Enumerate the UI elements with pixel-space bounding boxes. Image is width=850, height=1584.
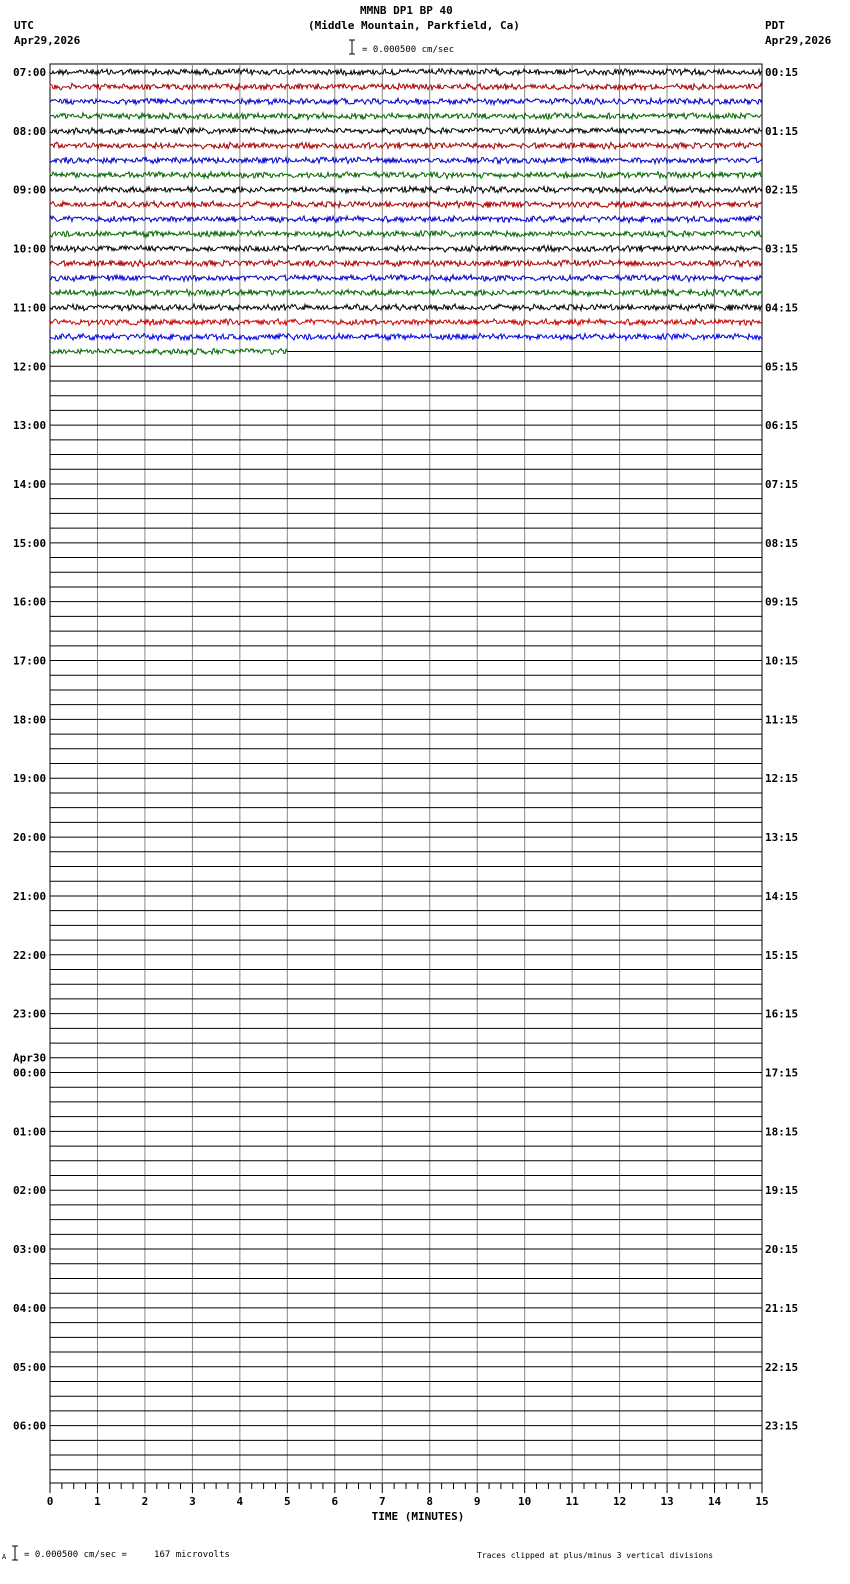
right-hour-label: 13:15 (765, 831, 799, 845)
seismic-trace (50, 319, 762, 326)
seismic-trace (50, 245, 762, 252)
footer-scale-prefix: A (2, 1553, 7, 1561)
left-hour-label: 17:00 (13, 654, 47, 668)
traces (50, 69, 762, 355)
scale-bars (12, 40, 355, 1560)
right-hour-label: 09:15 (765, 595, 799, 609)
right-hour-label: 01:15 (765, 124, 799, 138)
seismic-trace (50, 201, 762, 208)
seismic-trace (50, 186, 762, 193)
right-hour-label: 12:15 (765, 772, 799, 786)
seismic-trace (50, 216, 762, 223)
left-hour-label: 00:00 (13, 1066, 47, 1080)
left-hour-label: 03:00 (13, 1243, 47, 1257)
right-hour-label: 00:15 (765, 66, 799, 79)
x-tick-label: 5 (284, 1495, 291, 1508)
x-tick-label: 9 (473, 1495, 481, 1508)
seismic-trace (50, 230, 762, 237)
right-hour-label: 17:15 (765, 1066, 799, 1080)
seismic-trace (50, 142, 762, 149)
left-hour-label: 08:00 (13, 124, 47, 138)
right-hour-label: 02:15 (765, 183, 799, 197)
x-tick-label: 8 (426, 1495, 434, 1508)
seismic-trace (50, 348, 287, 354)
left-hour-label: 23:00 (13, 1007, 47, 1021)
right-hour-label: 11:15 (765, 713, 799, 727)
seismic-trace (50, 98, 762, 105)
seismic-trace (50, 69, 762, 76)
x-tick-label: 10 (518, 1495, 532, 1508)
right-hour-label: 14:15 (765, 889, 799, 903)
x-axis-label: TIME (MINUTES) (371, 1510, 465, 1523)
seismic-trace (50, 275, 762, 282)
right-hour-label: 21:15 (765, 1301, 799, 1315)
footer-clip-note: Traces clipped at plus/minus 3 vertical divisions (477, 1551, 714, 1560)
left-hour-label: 10:00 (13, 242, 47, 256)
x-tick-label: 3 (189, 1495, 196, 1508)
x-tick-label: 2 (141, 1495, 149, 1508)
seismic-trace (50, 304, 762, 311)
x-tick-label: 1 (94, 1495, 101, 1508)
right-hour-label: 08:15 (765, 536, 799, 550)
left-hour-label: 02:00 (13, 1184, 47, 1198)
date-change-label: Apr30 (13, 1051, 47, 1065)
pdt-date: Apr29,2026 (765, 34, 832, 47)
x-tick-label: 15 (755, 1495, 769, 1508)
footer-scale-note: = 0.000500 cm/sec = 167 microvolts (24, 1550, 230, 1560)
seismic-trace (50, 113, 762, 120)
left-hour-label: 04:00 (13, 1301, 47, 1315)
left-hour-label: 12:00 (13, 360, 47, 374)
left-hour-label: 07:00 (13, 66, 47, 79)
left-hour-label: 05:00 (13, 1360, 47, 1374)
seismic-trace (50, 333, 762, 340)
seismic-trace (50, 157, 762, 164)
scale-label: = 0.000500 cm/sec (362, 45, 455, 55)
left-hour-label: 15:00 (13, 536, 47, 550)
left-hour-label: 14:00 (13, 477, 47, 491)
x-tick-label: 0 (46, 1495, 54, 1508)
right-hour-label: 19:15 (765, 1184, 799, 1198)
seismic-trace (50, 128, 762, 135)
x-tick-label: 13 (660, 1495, 674, 1508)
left-hour-label: 20:00 (13, 831, 47, 845)
axis-labels (13, 66, 798, 1523)
x-tick-label: 12 (612, 1495, 627, 1508)
seismic-trace (50, 83, 762, 90)
x-tick-label: 14 (707, 1495, 722, 1508)
chart-title: MMNB DP1 BP 40 (360, 4, 453, 17)
utc-label: UTC (14, 19, 34, 32)
left-hour-label: 01:00 (13, 1125, 47, 1139)
utc-date: Apr29,2026 (14, 34, 81, 47)
left-hour-label: 19:00 (13, 772, 47, 786)
left-hour-label: 06:00 (13, 1419, 47, 1433)
right-hour-label: 05:15 (765, 360, 799, 374)
x-tick-label: 7 (378, 1495, 386, 1508)
right-hour-label: 10:15 (765, 654, 799, 668)
left-hour-label: 11:00 (13, 301, 47, 315)
right-hour-label: 03:15 (765, 242, 799, 256)
right-hour-label: 23:15 (765, 1419, 799, 1433)
x-tick-label: 11 (565, 1495, 579, 1508)
left-hour-label: 16:00 (13, 595, 47, 609)
left-hour-label: 21:00 (13, 889, 47, 903)
right-hour-label: 16:15 (765, 1007, 799, 1021)
x-tick-label: 4 (236, 1495, 244, 1508)
right-hour-label: 07:15 (765, 477, 799, 491)
left-hour-label: 22:00 (13, 948, 47, 962)
right-hour-label: 18:15 (765, 1125, 799, 1139)
right-hour-label: 06:15 (765, 419, 799, 433)
x-tick-label: 6 (331, 1495, 339, 1508)
left-hour-label: 18:00 (13, 713, 47, 727)
left-hour-label: 13:00 (13, 419, 47, 433)
seismic-trace (50, 260, 762, 267)
chart-subtitle: (Middle Mountain, Parkfield, Ca) (308, 19, 520, 32)
right-hour-label: 04:15 (765, 301, 799, 315)
seismic-trace (50, 289, 762, 296)
right-hour-label: 22:15 (765, 1360, 799, 1374)
right-hour-label: 15:15 (765, 948, 799, 962)
left-hour-label: 09:00 (13, 183, 47, 197)
right-hour-label: 20:15 (765, 1243, 799, 1257)
seismic-trace (50, 172, 762, 179)
pdt-label: PDT (765, 19, 785, 32)
